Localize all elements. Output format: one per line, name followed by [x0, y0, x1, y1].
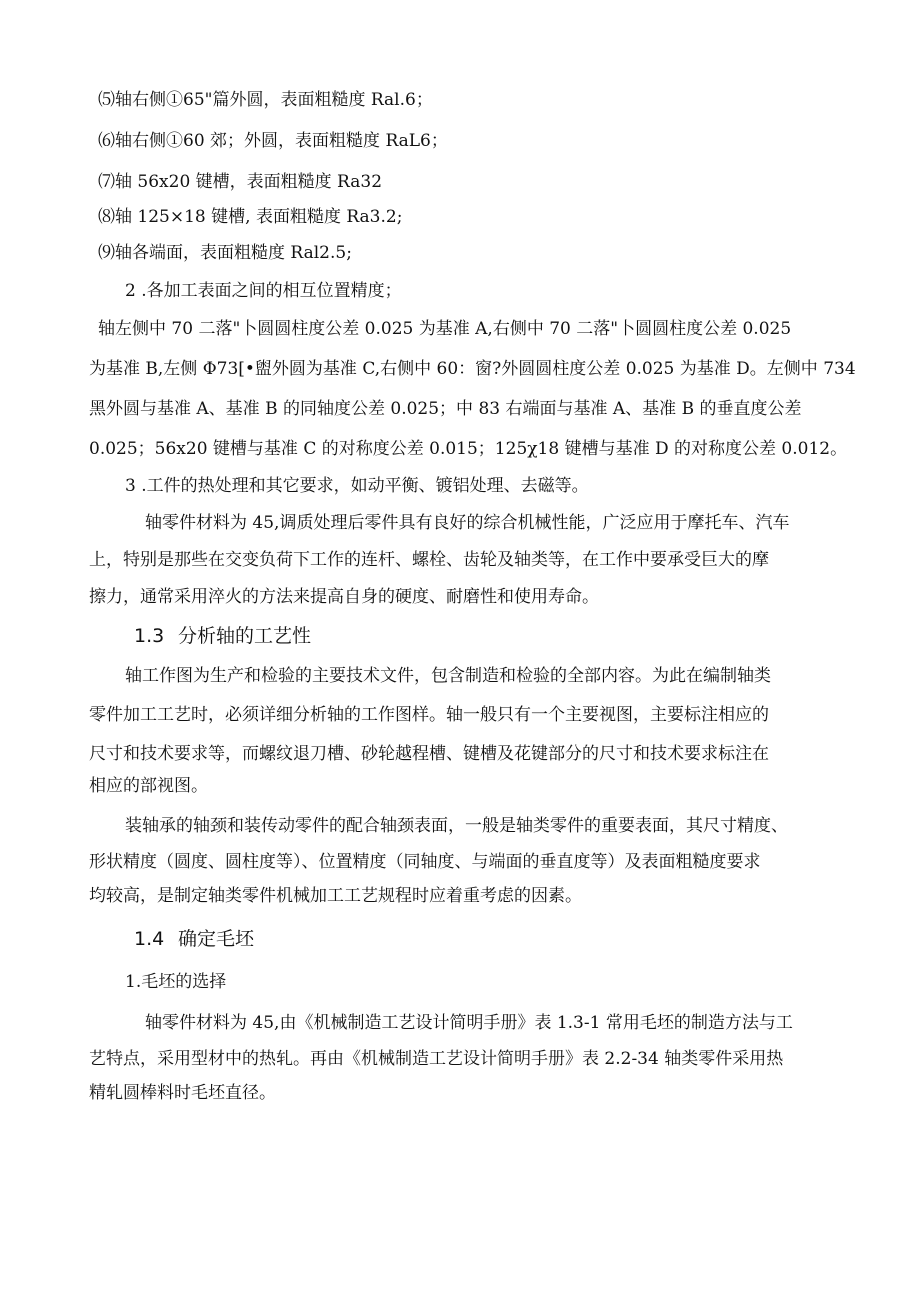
heading-text: 分析轴的工艺性	[178, 625, 312, 647]
list-item-5: ⑸轴右侧①65"篇外圆，表面粗糙度 Ral.6；	[98, 90, 433, 110]
list-item-8: ⑻轴 125×18 键槽, 表面粗糙度 Ra3.2;	[98, 207, 403, 227]
subsection-title: 1.毛坯的选择	[125, 972, 227, 992]
section-3-line: 上，特别是那些在交变负荷下工作的连杆、螺栓、齿轮及轴类等，在工作中要承受巨大的摩	[89, 550, 769, 570]
paragraph-line: 相应的部视图。	[89, 776, 208, 796]
section-2-line: 为基准 B,左侧 Φ73[•盥外圆为基准 C,右侧中 60：窗?外圆圆柱度公差 0.025 为基准 D。左侧中 734	[89, 359, 856, 379]
list-item-6: ⑹轴右侧①60 郊；外圆，表面粗糙度 RaL6；	[98, 131, 448, 151]
section-2-title: 2 .各加工表面之间的相互位置精度；	[125, 281, 402, 301]
paragraph-line: 零件加工工艺时，必须详细分析轴的工作图样。轴一般只有一个主要视图，主要标注相应的	[89, 705, 769, 725]
section-heading-1-4	[134, 927, 254, 951]
section-2-line: 0.025；56x20 键槽与基准 C 的对称度公差 0.015；125χ18 键槽与基准 D 的对称度公差 0.012。	[89, 439, 848, 459]
section-3-title: 3 .工件的热处理和其它要求，如动平衡、镀铝处理、去磁等。	[125, 476, 589, 496]
section-2-line: 黑外圆与基准 A、基准 B 的同轴度公差 0.025；中 83 右端面与基准 A、基准 B 的垂直度公差	[89, 399, 802, 419]
paragraph-line: 轴工作图为生产和检验的主要技术文件，包含制造和检验的全部内容。为此在编制轴类	[125, 666, 771, 686]
list-item-7: ⑺轴 56x20 键槽，表面粗糙度 Ra32	[98, 172, 383, 192]
paragraph-line: 均较高，是制定轴类零件机械加工工艺规程时应着重考虑的因素。	[89, 886, 582, 906]
heading-number: 1.4	[134, 928, 165, 950]
section-2-line: 轴左侧中 70 二落"卜圆圆柱度公差 0.025 为基准 A,右侧中 70 二落"卜圆圆柱度公差 0.025	[98, 319, 792, 339]
paragraph-line: 装轴承的轴颈和装传动零件的配合轴颈表面，一般是轴类零件的重要表面，其尺寸精度、	[125, 816, 788, 836]
heading-number: 1.3	[134, 625, 165, 647]
section-3-line: 擦力，通常采用淬火的方法来提高自身的硬度、耐磨性和使用寿命。	[89, 587, 599, 607]
section-heading-1-3	[134, 624, 311, 648]
paragraph-line: 轴零件材料为 45,由《机械制造工艺设计简明手册》表 1.3-1 常用毛坯的制造方法与工	[145, 1013, 793, 1033]
heading-text: 确定毛坯	[178, 928, 255, 950]
paragraph-line: 精轧圆棒料时毛坯直径。	[89, 1083, 276, 1103]
paragraph-line: 艺特点，采用型材中的热轧。再由《机械制造工艺设计简明手册》表 2.2-34 轴类零件采用热	[89, 1049, 784, 1069]
section-3-line: 轴零件材料为 45,调质处理后零件具有良好的综合机械性能，广泛应用于摩托车、汽车	[145, 513, 790, 533]
list-item-9: ⑼轴各端面，表面粗糙度 Ral2.5;	[98, 243, 352, 263]
paragraph-line: 尺寸和技术要求等，而螺纹退刀槽、砂轮越程槽、键槽及花键部分的尺寸和技术要求标注在	[89, 744, 769, 764]
paragraph-line: 形状精度（圆度、圆柱度等）、位置精度（同轴度、与端面的垂直度等）及表面粗糙度要求	[89, 852, 761, 872]
